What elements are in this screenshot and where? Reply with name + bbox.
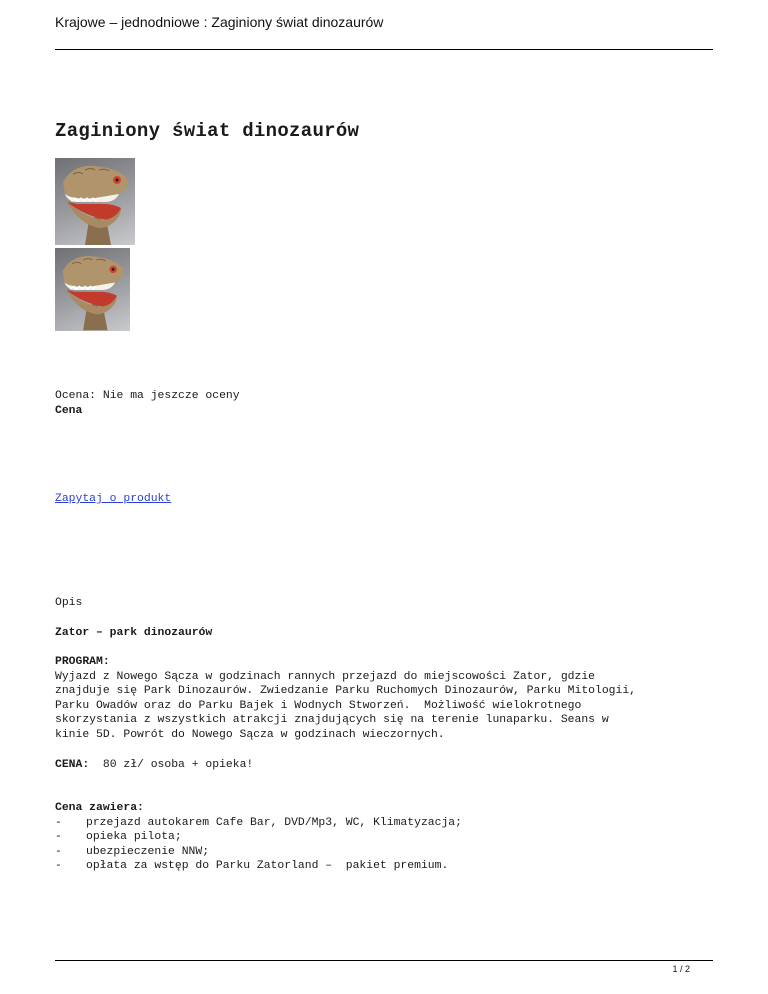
running-header: Krajowe – jednodniowe : Zaginiony świat dinozaurów [55, 14, 384, 30]
program-section [55, 655, 715, 742]
price-label: Cena [55, 405, 83, 417]
list-dash: - [55, 816, 62, 829]
list-item-text: ubezpieczenie NNW; [86, 845, 210, 858]
page-title: Zaginiony świat dinozaurów [55, 120, 360, 142]
list-item [55, 816, 715, 831]
dinosaur-thumbnail-2[interactable] [55, 248, 130, 331]
rating-value: Nie ma jeszcze oceny [102, 390, 240, 402]
list-dash: - [55, 831, 62, 843]
list-dash: - [55, 860, 62, 872]
list-item-text: opieka pilota; [86, 831, 182, 843]
program-line: skorzystania z wszystkich atrakcji znajdujących się na terenie lunaparku. Seans w [55, 714, 609, 726]
description-heading: Opis [55, 597, 83, 609]
list-item [55, 845, 715, 860]
list-item-text: opłata za wstęp do Parku Zatorland – pakiet premium. [86, 860, 449, 872]
program-label: PROGRAM: [55, 656, 110, 668]
dinosaur-image [55, 158, 135, 245]
rating-label: Ocena: [55, 390, 97, 402]
program-line: Parku Owadów oraz do Parku Bajek i Wodnych Stworzeń. Możliwość wielokrotnego [55, 699, 582, 712]
list-item [55, 859, 715, 874]
header-rule [55, 49, 713, 50]
program-line: kinie 5D. Powrót do Nowego Sącza w godzinach wieczornych. [55, 728, 445, 741]
price-value: 80 zł/ osoba + opieka! [102, 759, 254, 771]
program-line: znajduje się Park Dinozaurów. Zwiedzanie Parku Ruchomych Dinozaurów, Parku Mitologii, [55, 685, 637, 697]
list-item [55, 830, 715, 845]
ask-about-product-link[interactable]: Zapytaj o produkt [55, 493, 172, 505]
includes-section [55, 801, 715, 874]
footer-rule [55, 960, 713, 961]
dinosaur-image [55, 248, 130, 331]
list-dash: - [55, 845, 62, 858]
price-line-label: CENA: [55, 759, 90, 771]
description-subtitle: Zator – park dinozaurów [55, 627, 213, 639]
list-item-text: przejazd autokarem Cafe Bar, DVD/Mp3, WC, Klimatyzacja; [86, 816, 462, 829]
page-number: 1 / 2 [672, 964, 690, 974]
price-line [55, 758, 253, 773]
dinosaur-thumbnail-1[interactable] [55, 158, 135, 245]
includes-label: Cena zawiera: [55, 802, 144, 814]
rating-line [55, 389, 240, 404]
program-line: Wyjazd z Nowego Sącza w godzinach rannych przejazd do miejscowości Zator, gdzie [55, 670, 596, 683]
